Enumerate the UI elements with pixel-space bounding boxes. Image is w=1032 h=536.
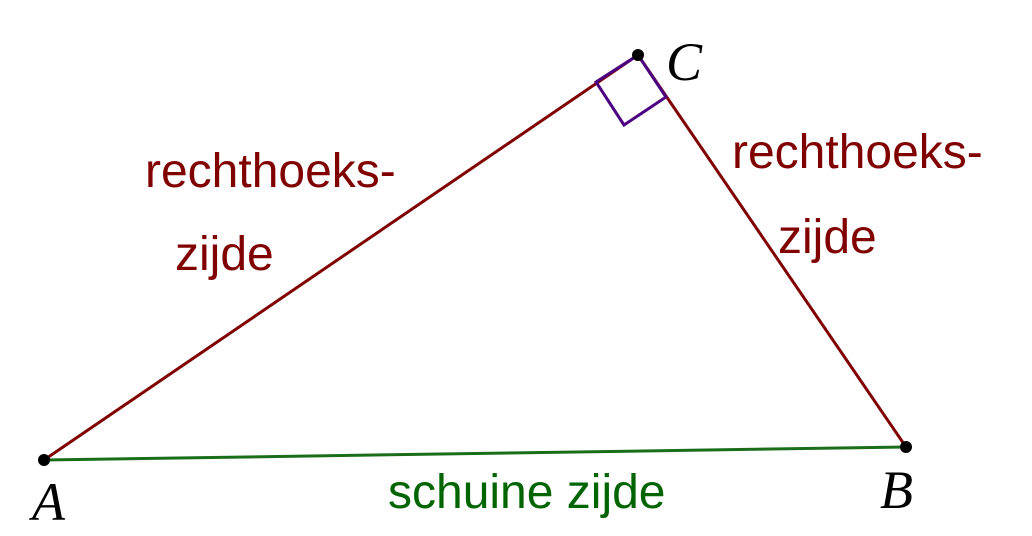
leg-cb-label-line2: zijde	[778, 211, 877, 264]
vertex-b-point	[900, 441, 912, 453]
vertex-a-point	[38, 454, 50, 466]
hypotenuse-ab	[44, 447, 906, 460]
vertex-b-label: B	[880, 460, 913, 520]
vertex-c-point	[632, 49, 644, 61]
hypotenuse-label: schuine zijde	[388, 466, 666, 519]
vertex-c-label: C	[666, 32, 703, 92]
vertex-a-label: A	[32, 472, 65, 532]
leg-cb-label-line1: rechthoeks-	[732, 126, 983, 179]
leg-ac-label-line1: rechthoeks-	[145, 145, 396, 198]
leg-ac	[44, 55, 638, 460]
leg-ac-label-line2: zijde	[175, 228, 274, 281]
right-angle-marker	[596, 55, 666, 125]
